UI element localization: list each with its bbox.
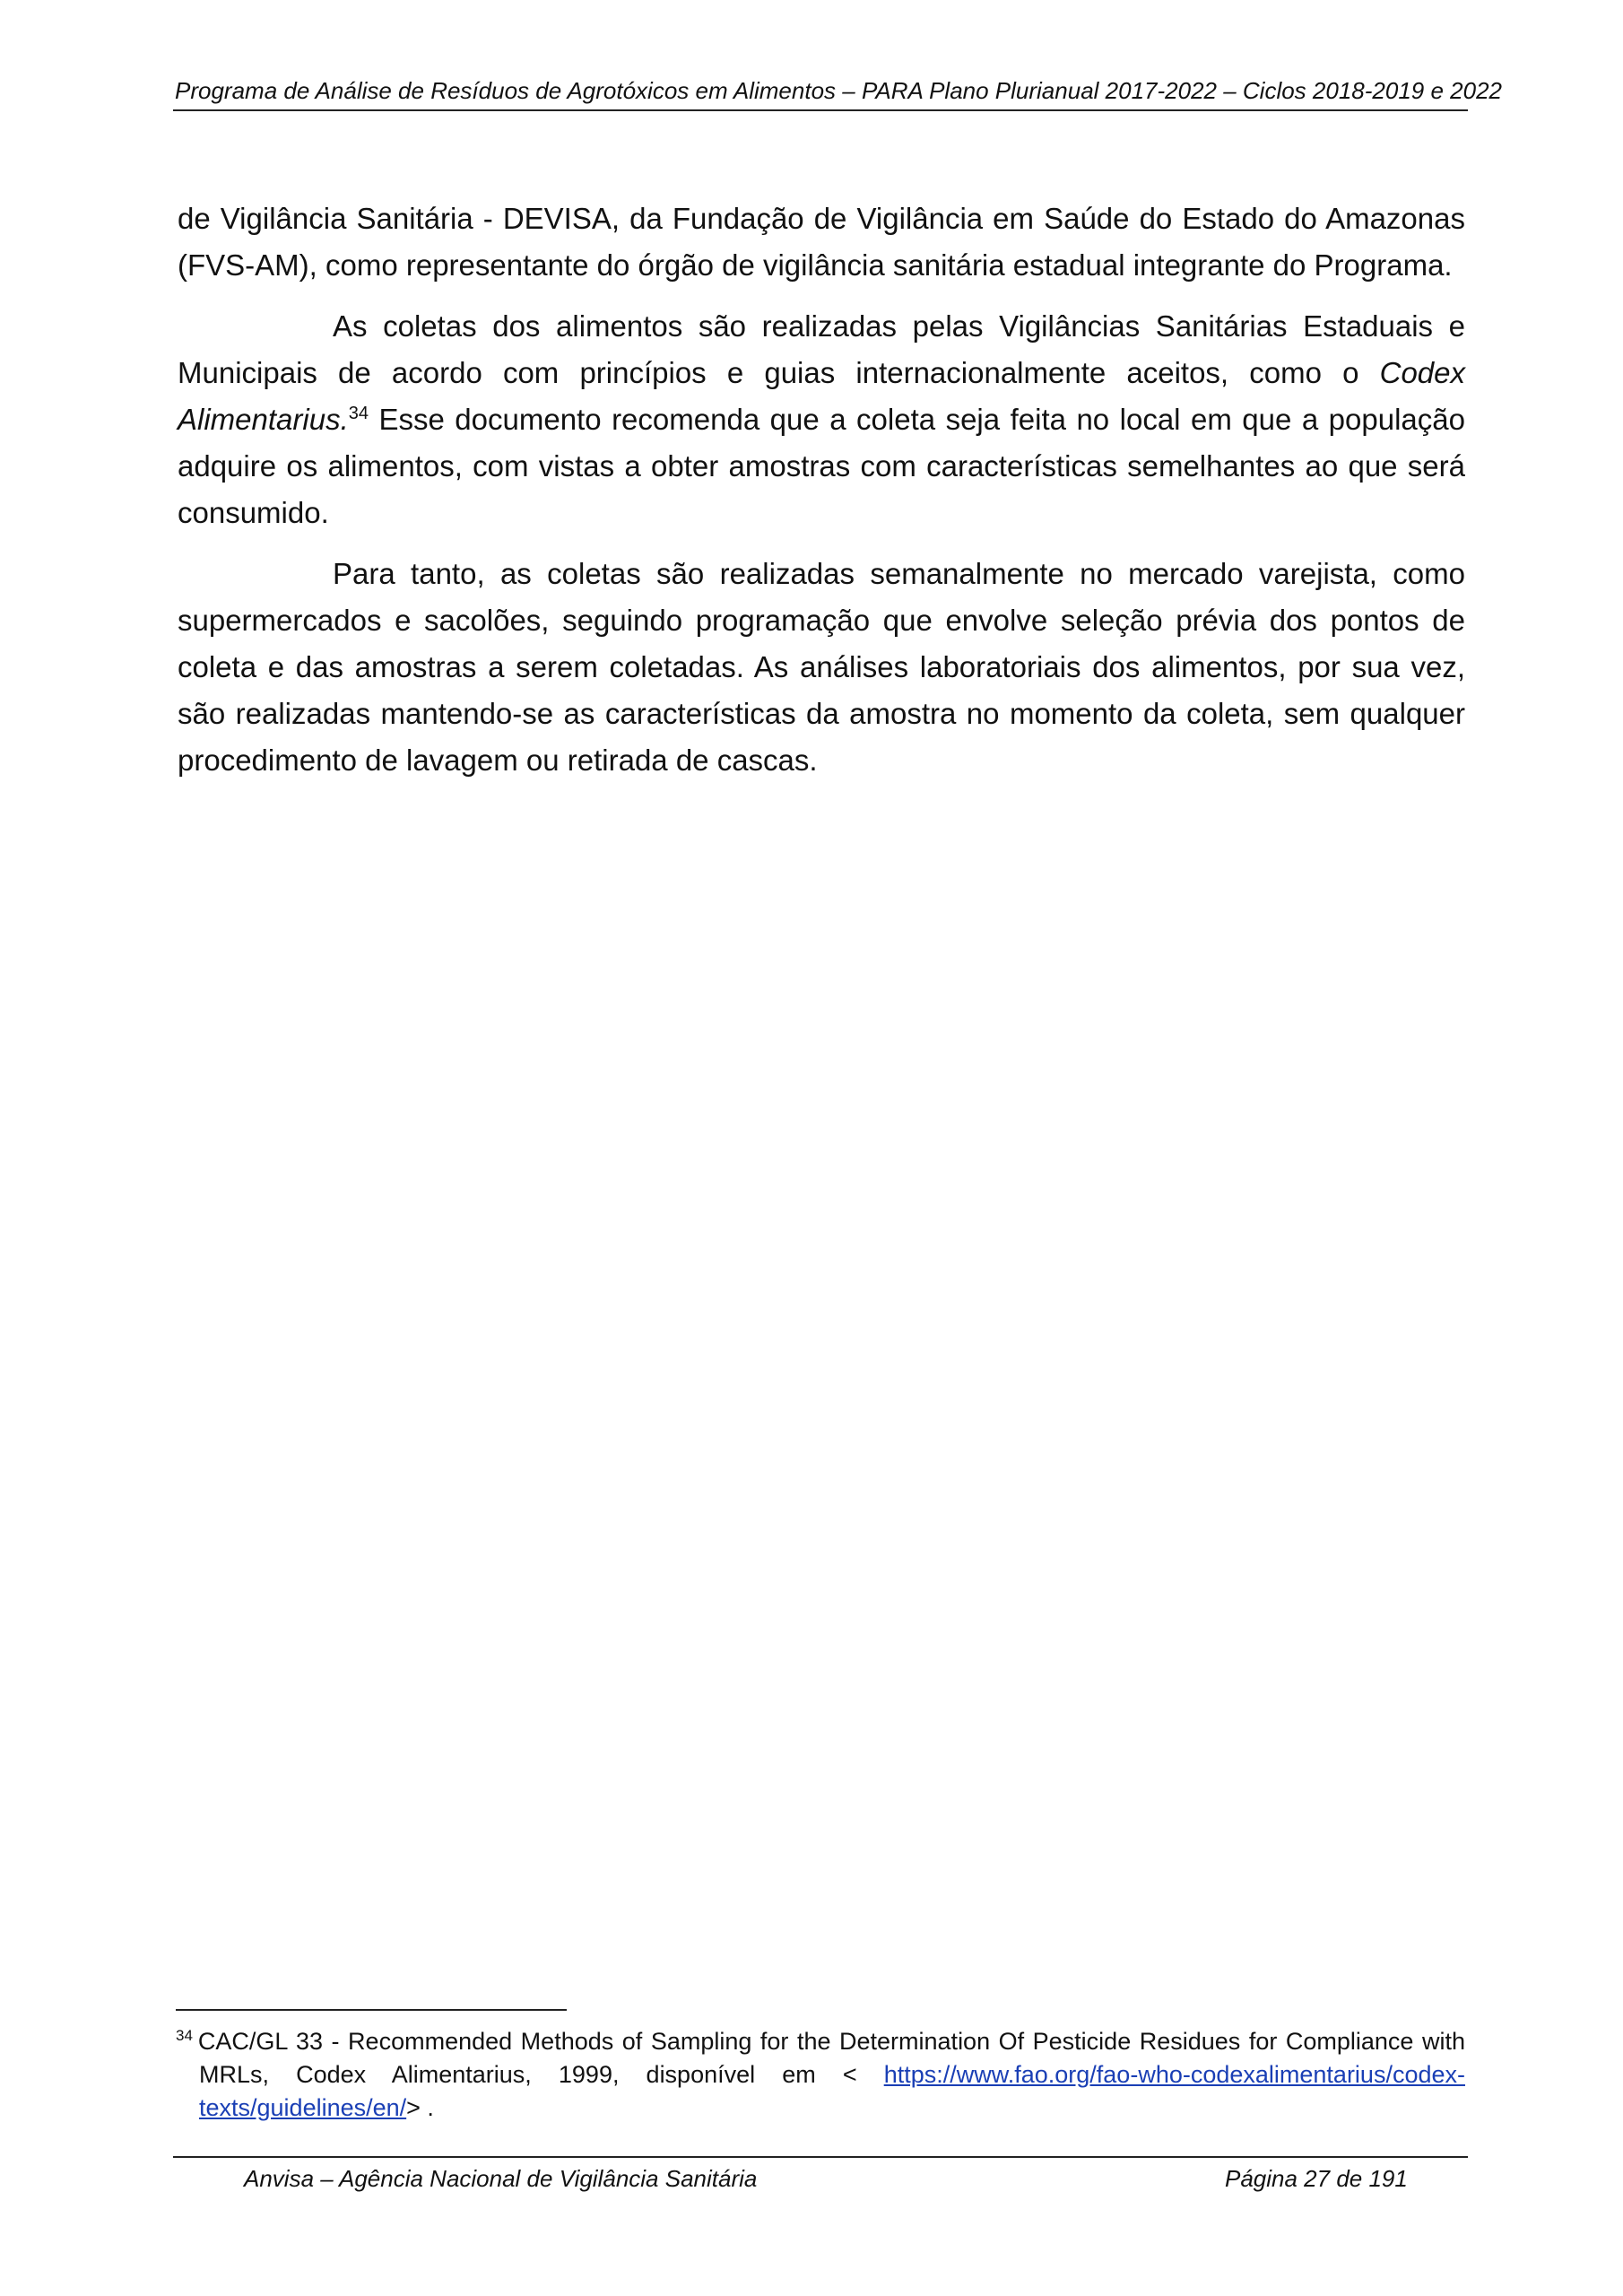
footer-divider: [173, 2156, 1468, 2158]
paragraph-1: de Vigilância Sanitária - DEVISA, da Fundação de Vigilância em Saúde do Estado do Amazonas (FVS-AM), como representante do órgão de vigilância sanitária estadual integrante do Programa.: [178, 202, 1465, 282]
footnote-text-end: > .: [406, 2094, 434, 2121]
codex-title: Codex Alimentarius.: [178, 356, 1465, 436]
footnote-text: CAC/GL 33 - Recommended Methods of Sampling for the Determination Of Pesticide Residues for Compliance with MRLs, Codex Alimentarius, 1999, disponível em <: [197, 2028, 1465, 2088]
header-divider: [173, 109, 1468, 111]
footnote-number: 34: [176, 2027, 193, 2044]
paragraph-3: Para tanto, as coletas são realizadas semanalmente no mercado varejista, como supermercados e sacolões, seguindo programação que envolve seleção prévia dos pontos de coleta e das amostras a serem coletadas. As análises laboratoriais dos alimentos, por sua vez, são realizadas mantendo-se as características da amostra no momento da coleta, sem qualquer procedimento de lavagem ou retirada de cascas.: [178, 557, 1465, 777]
page-number: Página 27 de 191: [1225, 2165, 1408, 2192]
footnote: [176, 2025, 1465, 2125]
footnote-reference[interactable]: 34: [348, 404, 369, 423]
footnote-divider: [176, 2009, 567, 2011]
footnote-link[interactable]: https://www.fao.org/fao-who-codexalimentarius/codex-texts/guidelines/en/: [199, 2061, 1465, 2121]
footer-agency: Anvisa – Agência Nacional de Vigilância Sanitária: [244, 2165, 758, 2192]
document-body: [178, 196, 1465, 784]
page-header: Programa de Análise de Resíduos de Agrotóxicos em Alimentos – PARA Plano Plurianual 2017-2022 – Ciclos 2018-2019 e 2022: [175, 77, 1502, 104]
paragraph-2-text-start: As coletas dos alimentos são realizadas pelas Vigilâncias Sanitárias Estaduais e Municipais de acordo com princípios e guias internacionalmente aceitos, como o: [178, 309, 1465, 389]
paragraph-2: [178, 303, 1465, 536]
paragraph-2-text-end: Esse documento recomenda que a coleta seja feita no local em que a população adquire os alimentos, com vistas a obter amostras com características semelhantes ao que será consumido.: [178, 403, 1465, 529]
